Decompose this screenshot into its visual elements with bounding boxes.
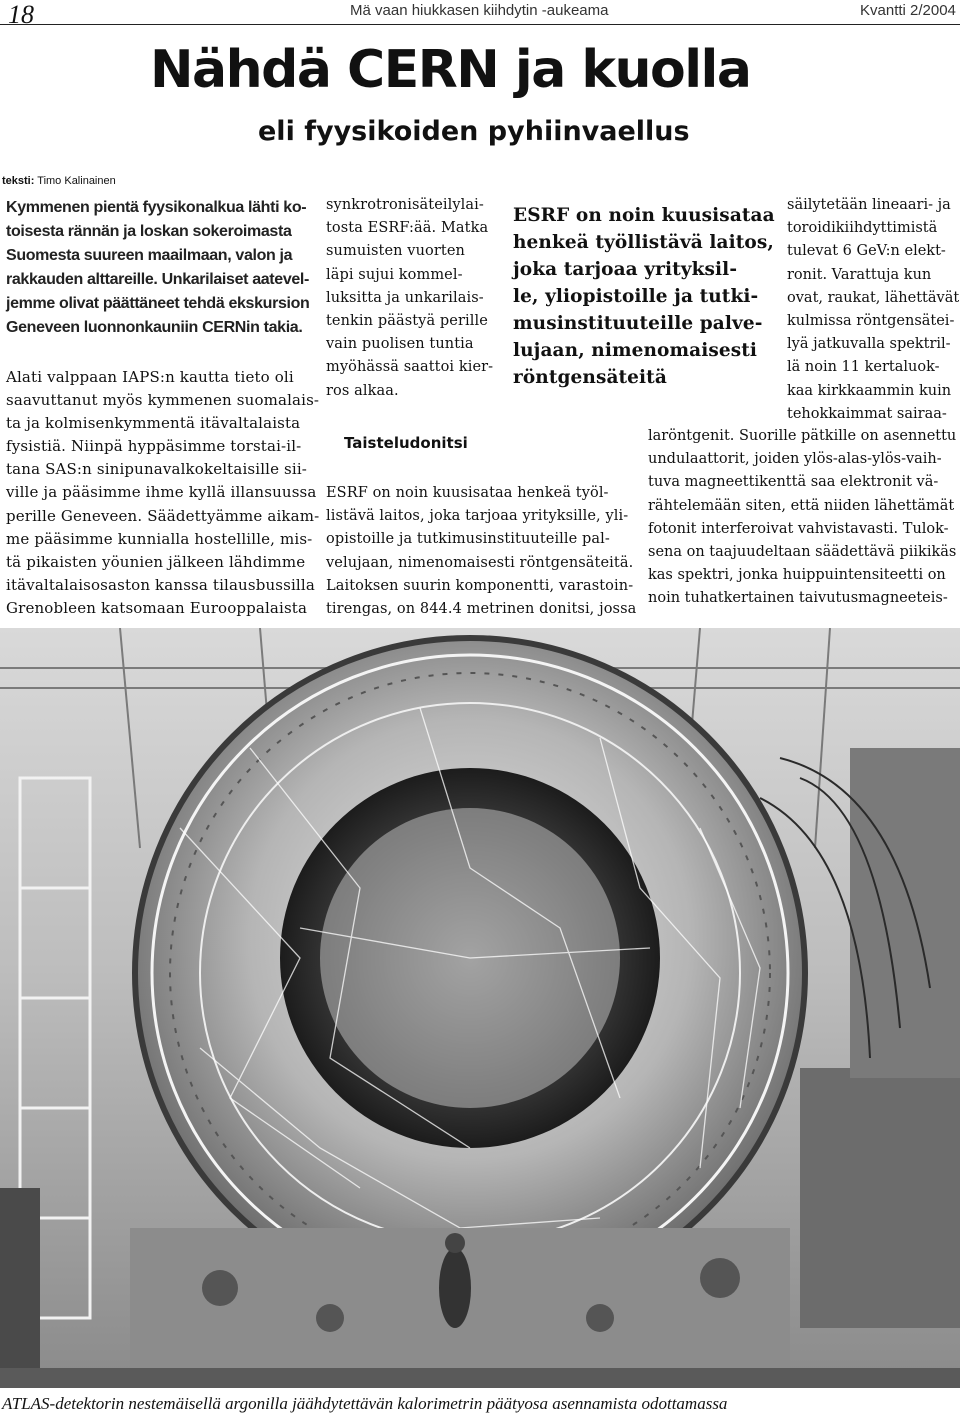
column-3-bottom-text <box>648 425 956 611</box>
text-line: tulevat 6 GeV:n elekt- <box>787 243 946 260</box>
text-line: tirengas, on 844.4 metrinen donitsi, jossa <box>326 601 637 618</box>
pull-quote-line: lujaan, nimenomaisesti <box>513 340 758 361</box>
photo-caption: ATLAS-detektorin nestemäisellä argonilla jäähdytettävän kalorimetrin päätyosa asennamista odottamassa <box>2 1394 728 1413</box>
text-line: tana SAS:n sinipunavalkokeltaisille sii- <box>6 460 307 479</box>
text-line: säilytetään lineaari- ja <box>787 197 951 213</box>
text-line: kulmissa röntgensätei- <box>787 313 955 330</box>
text-line: sumuisten vuorten <box>326 243 465 260</box>
text-line: velujaan, nimenomaisesti röntgensäteitä. <box>326 554 634 571</box>
column-2-top-text <box>326 194 493 403</box>
issue-label: Kvantti 2/2004 <box>860 2 956 19</box>
text-line: perille Geneveen. Säädettyämme aikam- <box>6 506 320 525</box>
text-line: läpi sujui kommel- <box>326 266 463 283</box>
pull-quote-line: ESRF on noin kuusisataa <box>513 205 775 226</box>
text-line: tehokkaimmat sairaa- <box>787 405 947 422</box>
byline-author: Timo Kalinainen <box>37 175 116 187</box>
text-line: itävaltalaisosaston kanssa tilausbussilla <box>6 575 315 594</box>
byline <box>2 175 116 187</box>
lead-line: Kymmenen pientä fyysikonalkua lähti ko- <box>6 199 307 216</box>
text-line: saavuttanut myös kymmenen suomalais- <box>6 391 320 410</box>
text-line: ros alkaa. <box>326 382 399 399</box>
text-line: ronit. Varattuja kun <box>787 266 932 283</box>
text-line: rähtelemään siten, että niiden lähettämät <box>648 497 955 514</box>
lead-line: jemme olivat päättäneet tehdä ekskursion <box>6 295 310 312</box>
text-line: kas spektri, jonka huippuintensiteetti on <box>648 567 946 584</box>
text-line: kaa kirkkaammin kuin <box>787 382 952 399</box>
text-line: fotonit interferoivat vahvistavasti. Tulok- <box>648 520 949 537</box>
atlas-detector-photo <box>0 628 960 1388</box>
pull-quote-line: musinstituuteille palve- <box>513 313 763 334</box>
text-line: vain puolisen tuntia <box>326 336 474 353</box>
pull-quote-line: henkeä työllistävä laitos, <box>513 232 774 253</box>
article-title: Nähdä CERN ja kuolla <box>150 40 751 100</box>
pull-quote-line: röntgensäteitä <box>513 367 667 388</box>
page-number: 18 <box>8 0 34 29</box>
text-line: Laitoksen suurin komponentti, varastoin- <box>326 577 634 594</box>
subheading: Taisteludonitsi <box>344 434 468 452</box>
pull-quote-line: le, yliopistoille ja tutki- <box>513 286 759 307</box>
text-line: Alati valppaan IAPS:n kautta tieto oli <box>6 368 294 386</box>
text-line: listävä laitos, joka tarjoaa yrityksille, yli- <box>326 508 629 525</box>
text-line: undulaattorit, joiden ylös-alas-ylös-vaih- <box>648 451 942 468</box>
article-subtitle: eli fyysikoiden pyhiinvaellus <box>258 116 690 147</box>
column-2-bottom-text <box>326 482 636 621</box>
column-3-top-text <box>787 194 959 426</box>
pull-quote-line: joka tarjoaa yrityksil- <box>513 259 738 280</box>
text-line: myöhässä saattoi kier- <box>326 359 494 376</box>
text-line: luksitta ja unkarilais- <box>326 289 484 306</box>
text-line: toroidikiihdyttimistä <box>787 220 938 237</box>
text-line: Grenobleen katsomaan Eurooppalaista <box>6 598 308 617</box>
text-line: fysistiä. Niinpä hyppäsimme torstai-il- <box>6 437 302 456</box>
lead-line: Geneveen luonnonkauniin CERNin takia. <box>6 319 303 336</box>
column-1-text <box>6 366 319 620</box>
lead-line: toisesta rännän ja loskan sokeroimasta <box>6 223 292 240</box>
text-line: ville ja pääsimme ihme kyllä illansuussa <box>6 483 317 502</box>
text-line: ovat, raukat, lähettävät <box>787 289 960 306</box>
text-line: lä noin 11 kertaluok- <box>787 359 940 376</box>
header-rule <box>0 24 960 25</box>
text-line: tuva magneettikenttä saa elektronit vä- <box>648 474 939 491</box>
lead-line: rakkauden alttareille. Unkarilaiset aatevel- <box>6 271 309 288</box>
text-line: noin tuhatkertainen taivutusmagneeteis- <box>648 590 948 607</box>
text-line: tenkin päästyä perille <box>326 313 488 330</box>
text-line: ta ja kolmisenkymmentä itävaltalaista <box>6 414 301 433</box>
text-line: sena on taajuudeltaan säädettävä piikikäs <box>648 544 957 561</box>
text-line: synkrotronisäteilylai- <box>326 197 484 213</box>
pull-quote <box>513 202 775 391</box>
section-name: Mä vaan hiukkasen kiihdytin -aukeama <box>350 2 609 19</box>
lead-paragraph <box>6 196 310 340</box>
text-line: ESRF on noin kuusisataa henkeä työl- <box>326 485 609 501</box>
text-line: laröntgenit. Suorille pätkille on asennettu <box>648 428 957 444</box>
text-line: tosta ESRF:ää. Matka <box>326 220 489 237</box>
text-line: tä pikaisten yöunien jälkeen lähdimme <box>6 552 306 571</box>
text-line: lyä jatkuvalla spektril- <box>787 336 951 353</box>
text-line: me pääsimme kunnialla hostellille, mis- <box>6 529 313 548</box>
lead-line: Suomesta suureen maailmaan, valon ja <box>6 247 293 264</box>
byline-label: teksti: <box>2 175 35 187</box>
text-line: opistoille ja tutkimusinstituuteille pal- <box>326 531 610 548</box>
